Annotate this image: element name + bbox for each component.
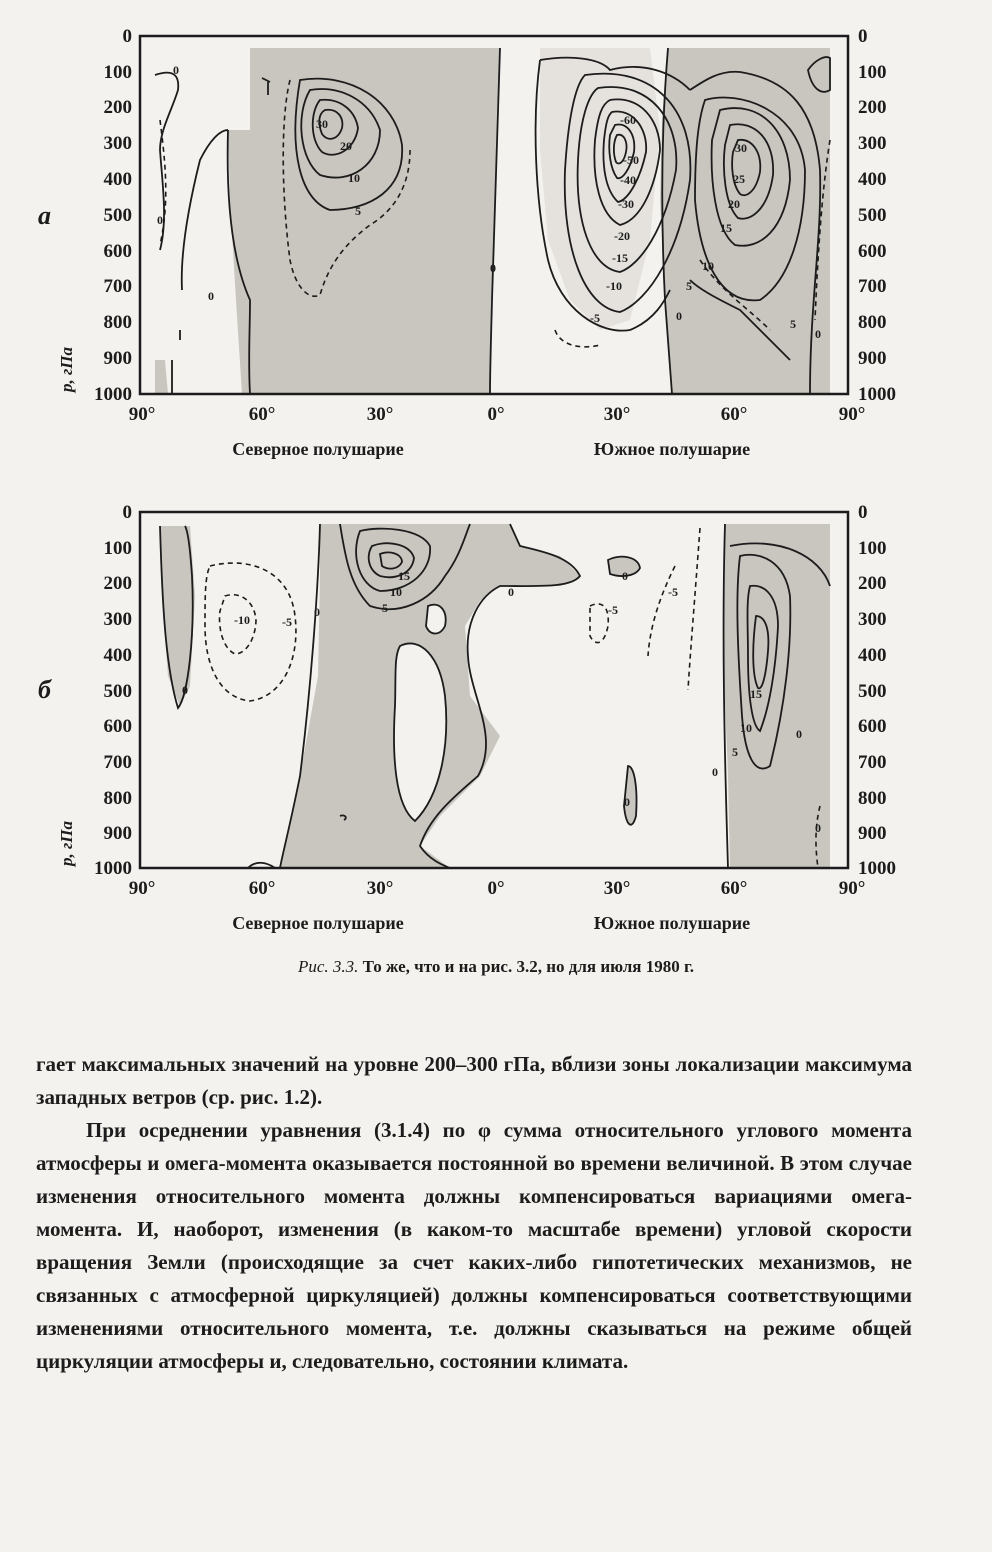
y-tick: 300	[103, 609, 132, 630]
y-axis-right-a	[858, 26, 896, 405]
hemisphere-north-label-a: Северное полушарие	[232, 439, 404, 459]
contour-label: 0	[173, 63, 179, 77]
y-tick: 200	[103, 573, 132, 594]
x-tick: 0°	[487, 878, 505, 899]
y-tick: 900	[858, 823, 887, 844]
contour-label: 5	[686, 279, 692, 293]
contour-label: 10	[390, 585, 402, 599]
x-tick: 30°	[603, 404, 631, 425]
y-tick: 800	[103, 312, 132, 333]
figure-caption	[0, 957, 992, 977]
contour-label: 0	[490, 261, 496, 275]
y-tick: 300	[858, 133, 887, 154]
caption-text: То же, что и на рис. 3.2, но для июля 1980 г.	[362, 957, 695, 976]
y-tick: 0	[122, 26, 132, 47]
figure-panel-b	[0, 476, 992, 946]
y-tick: 1000	[858, 858, 896, 879]
y-tick: 600	[858, 716, 887, 737]
contour-label: 10	[702, 259, 714, 273]
contour-label: 20	[728, 197, 740, 211]
x-tick: 60°	[720, 878, 748, 899]
contour-label: 0	[157, 213, 163, 227]
y-tick: 400	[103, 169, 132, 190]
contour-label: 0	[815, 821, 821, 835]
y-tick: 600	[103, 241, 132, 262]
contour-label: 5	[790, 317, 796, 331]
y-tick: 800	[103, 788, 132, 809]
y-tick: 500	[103, 681, 132, 702]
x-tick: 90°	[128, 404, 156, 425]
x-axis-b	[129, 878, 866, 899]
x-tick: 90°	[838, 404, 866, 425]
y-tick: 400	[858, 645, 887, 666]
contour-label: 0	[815, 327, 821, 341]
paragraph: При осреднении уравнения (3.1.4) по φ сумма относительного углового момента атмосферы и омега-момента оказывается постоянной во времени величиной. В этом случае изменения относительного момента должны компенсироваться вариациями омега-момента. И, наоборот, изменения (в каком-то масштабе времени) угловой скорости вращения Земли (происходящие за счет каких-либо гипотетических механизмов, не связанных с атмосферной циркуляцией) должны компенсироваться соответствующими изменениями относительного момента, т.е. должны сказываться на режиме общей циркуляции атмосферы и, следовательно, состоянии климата.	[36, 1118, 912, 1373]
x-tick: 30°	[366, 878, 394, 899]
y-tick: 500	[858, 681, 887, 702]
contour-label: -10	[234, 613, 250, 627]
contour-label: 5	[355, 204, 361, 218]
contour-label: 0	[622, 569, 628, 583]
y-tick: 1000	[94, 858, 132, 879]
y-tick: 100	[858, 62, 887, 83]
contour-label: 0	[508, 585, 514, 599]
y-axis-right-b	[858, 502, 896, 879]
contour-label: 0	[676, 309, 682, 323]
y-axis-left-a	[94, 26, 132, 405]
shade-np-left	[228, 130, 250, 394]
y-tick: 500	[103, 205, 132, 226]
y-tick: 600	[103, 716, 132, 737]
x-tick: 90°	[128, 878, 156, 899]
contour-label: -5	[590, 311, 600, 325]
y-axis-left-b	[94, 502, 132, 879]
y-tick: 800	[858, 788, 887, 809]
contour-label: 30	[735, 141, 747, 155]
contour-label: 0	[314, 605, 320, 619]
y-tick: 200	[858, 573, 887, 594]
x-tick: 0°	[487, 404, 505, 425]
contour-label: 0	[712, 765, 718, 779]
contour-label: 30	[316, 117, 328, 131]
contour-label: 20	[340, 139, 352, 153]
x-tick: 30°	[366, 404, 394, 425]
contour-label: -60	[620, 113, 636, 127]
y-tick: 600	[858, 241, 887, 262]
contour-label: -5	[608, 603, 618, 617]
contour-plot-a	[0, 0, 992, 470]
x-tick: 60°	[720, 404, 748, 425]
contour-label: 0	[208, 289, 214, 303]
y-tick: 800	[858, 312, 887, 333]
shade-np-edge	[155, 360, 168, 394]
x-tick: 90°	[838, 878, 866, 899]
contour-label: -50	[623, 153, 639, 167]
y-tick: 200	[858, 97, 887, 118]
contour-label: 5	[732, 745, 738, 759]
y-tick: 900	[858, 348, 887, 369]
y-tick: 300	[103, 133, 132, 154]
body-text	[36, 1048, 912, 1378]
x-tick: 30°	[603, 878, 631, 899]
y-tick: 400	[103, 645, 132, 666]
y-tick: 700	[103, 276, 132, 297]
contour-label: -5	[282, 615, 292, 629]
contour-label: 10	[740, 721, 752, 735]
shaded-regions-b	[160, 524, 830, 868]
y-tick: 100	[103, 538, 132, 559]
contour-label: -30	[618, 197, 634, 211]
y-tick: 100	[858, 538, 887, 559]
y-tick: 900	[103, 823, 132, 844]
y-axis-label-a: p, гПа	[57, 347, 76, 392]
y-axis-label-b: p, гПа	[57, 821, 76, 866]
contour-label: -5	[668, 585, 678, 599]
y-tick: 500	[858, 205, 887, 226]
y-tick: 300	[858, 609, 887, 630]
panel-letter-b: б	[38, 675, 51, 704]
panel-letter-a: а	[38, 201, 51, 230]
y-tick: 0	[858, 502, 868, 523]
contour-label: 15	[398, 569, 410, 583]
y-tick: 400	[858, 169, 887, 190]
y-tick: 700	[858, 276, 887, 297]
y-tick: 200	[103, 97, 132, 118]
y-tick: 100	[103, 62, 132, 83]
y-tick: 1000	[94, 384, 132, 405]
contour-label: 0	[624, 795, 630, 809]
y-tick: 900	[103, 348, 132, 369]
contour-label: -40	[620, 173, 636, 187]
x-axis-a	[129, 404, 866, 425]
contour-label: 10	[348, 171, 360, 185]
contour-label: 0	[182, 683, 188, 697]
x-tick: 60°	[248, 404, 276, 425]
y-tick: 700	[103, 752, 132, 773]
contour-label: 0	[796, 727, 802, 741]
x-tick: 60°	[248, 878, 276, 899]
paragraph: гает максимальных значений на уровне 200–300 гПа, вблизи зоны локализации максимума западных ветров (ср. рис. 1.2).	[36, 1052, 912, 1109]
y-tick: 0	[122, 502, 132, 523]
contour-label: 15	[720, 221, 732, 235]
contour-label: -10	[606, 279, 622, 293]
contour-label: -15	[612, 251, 628, 265]
contour-label: 5	[382, 601, 388, 615]
hemisphere-south-label-a: Южное полушарие	[593, 439, 751, 459]
hemisphere-south-label-b: Южное полушарие	[593, 913, 751, 933]
caption-label: Рис. 3.3.	[297, 957, 359, 976]
contour-plot-b	[0, 476, 992, 946]
y-tick: 1000	[858, 384, 896, 405]
y-tick: 0	[858, 26, 868, 47]
y-tick: 700	[858, 752, 887, 773]
contour-label: 25	[733, 172, 745, 186]
figure-panel-a	[0, 0, 992, 470]
hemisphere-north-label-b: Северное полушарие	[232, 913, 404, 933]
contour-label: -20	[614, 229, 630, 243]
contour-label: 15	[750, 687, 762, 701]
